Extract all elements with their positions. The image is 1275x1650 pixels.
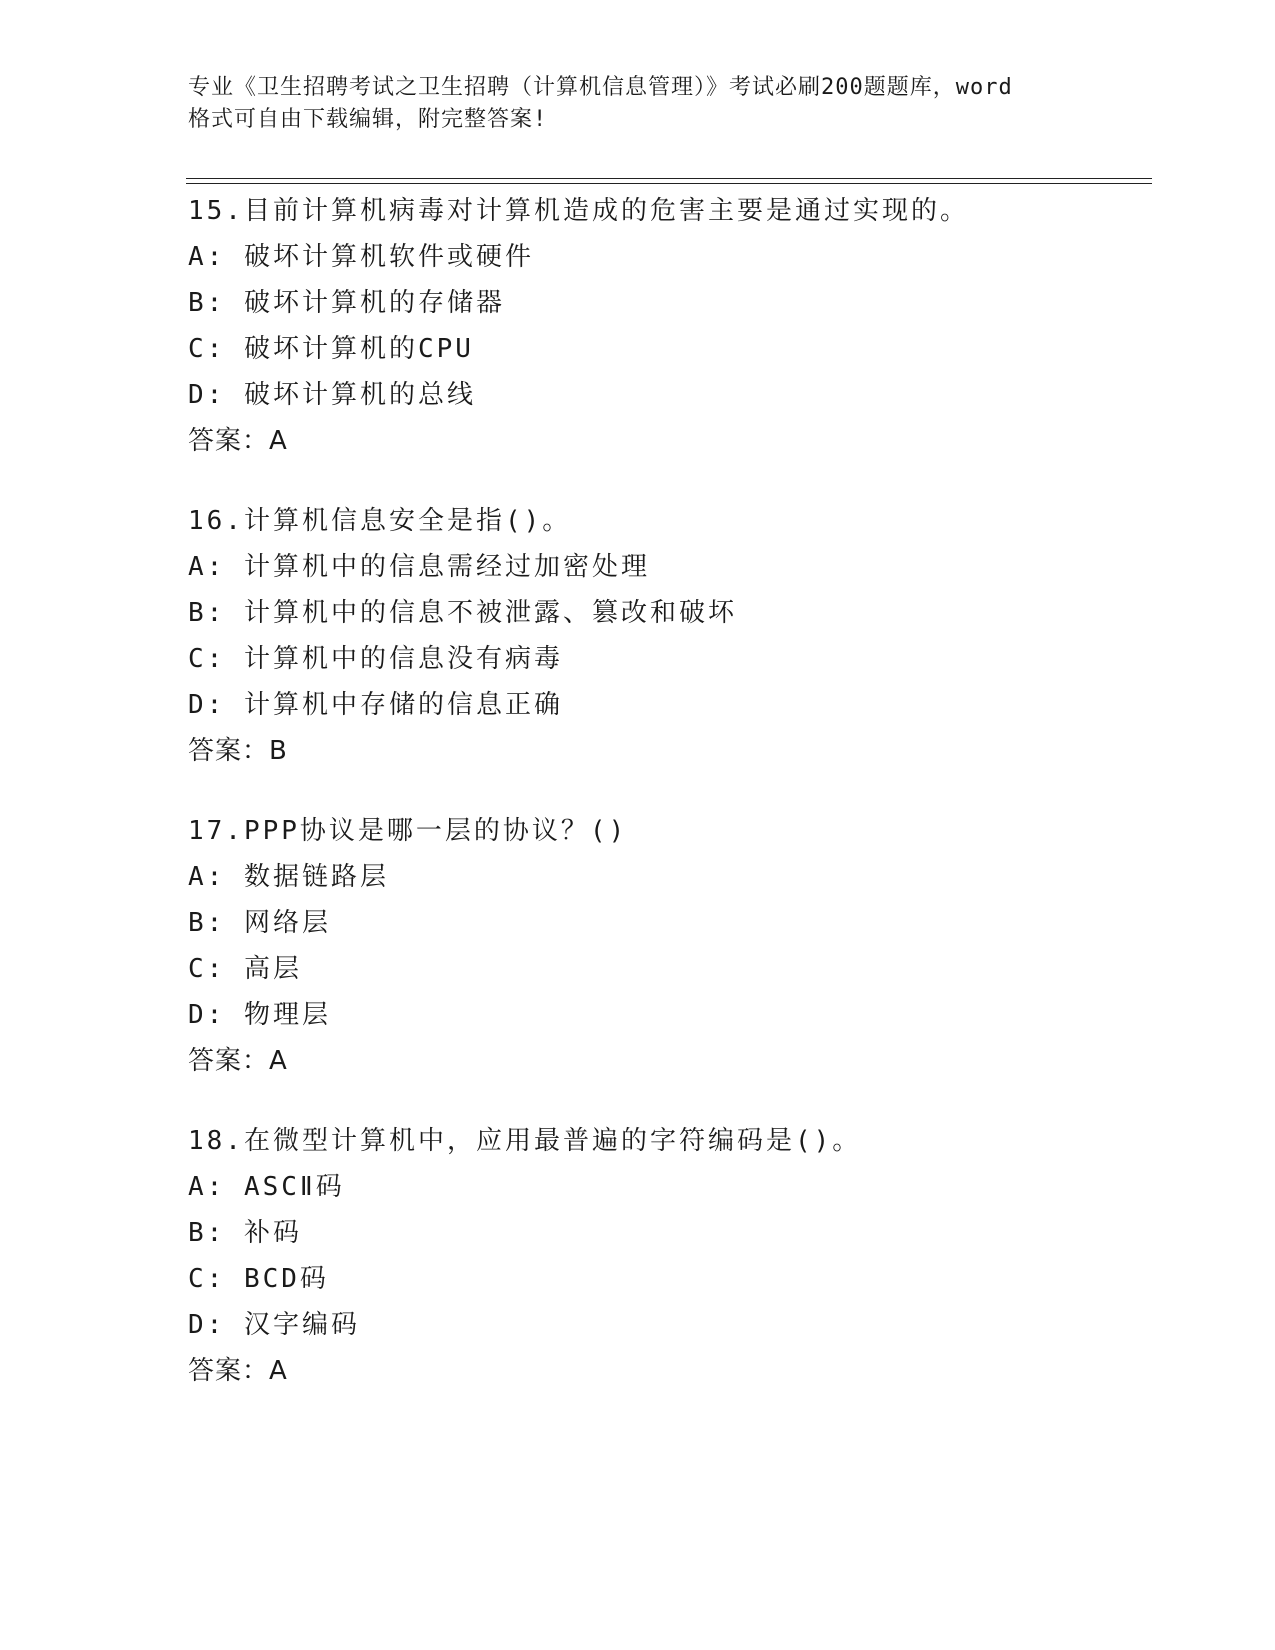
question-15 — [188, 188, 1148, 464]
header-divider-bottom — [186, 183, 1152, 184]
option-c: C: 计算机中的信息没有病毒 — [188, 644, 563, 674]
option-b: B: 计算机中的信息不被泄露、篡改和破坏 — [188, 598, 737, 628]
option-d: D: 汉字编码 — [188, 1310, 360, 1340]
option-a: A: 破坏计算机软件或硬件 — [188, 242, 534, 272]
option-a: A: ASCⅡ码 — [188, 1172, 345, 1202]
answer-label: 答案：B — [188, 736, 288, 766]
document-header — [188, 72, 1088, 136]
option-c: C: 破坏计算机的CPU — [188, 334, 474, 364]
question-18 — [188, 1118, 1148, 1394]
question-stem: 17.PPP协议是哪一层的协议？() — [188, 816, 628, 846]
answer-label: 答案：A — [188, 1046, 288, 1076]
option-a: A: 计算机中的信息需经过加密处理 — [188, 552, 650, 582]
option-c: C: BCD码 — [188, 1264, 329, 1294]
answer-label: 答案：A — [188, 1356, 288, 1386]
option-d: D: 物理层 — [188, 1000, 331, 1030]
question-stem: 18.在微型计算机中，应用最普遍的字符编码是()。 — [188, 1126, 862, 1156]
option-b: B: 网络层 — [188, 908, 331, 938]
option-b: B: 补码 — [188, 1218, 302, 1248]
header-line-1: 专业《卫生招聘考试之卫生招聘（计算机信息管理）》考试必刷200题题库，word — [188, 75, 1013, 100]
question-stem: 15.目前计算机病毒对计算机造成的危害主要是通过实现的。 — [188, 196, 969, 226]
option-c: C: 高层 — [188, 954, 302, 984]
header-line-2: 格式可自由下载编辑，附完整答案! — [188, 107, 548, 132]
answer-label: 答案：A — [188, 426, 288, 456]
question-17 — [188, 808, 1148, 1084]
header-divider-top — [186, 178, 1152, 179]
question-stem: 16.计算机信息安全是指()。 — [188, 506, 572, 536]
question-16 — [188, 498, 1148, 774]
question-list — [188, 188, 1148, 1428]
option-a: A: 数据链路层 — [188, 862, 389, 892]
option-d: D: 计算机中存储的信息正确 — [188, 690, 563, 720]
option-b: B: 破坏计算机的存储器 — [188, 288, 505, 318]
option-d: D: 破坏计算机的总线 — [188, 380, 476, 410]
